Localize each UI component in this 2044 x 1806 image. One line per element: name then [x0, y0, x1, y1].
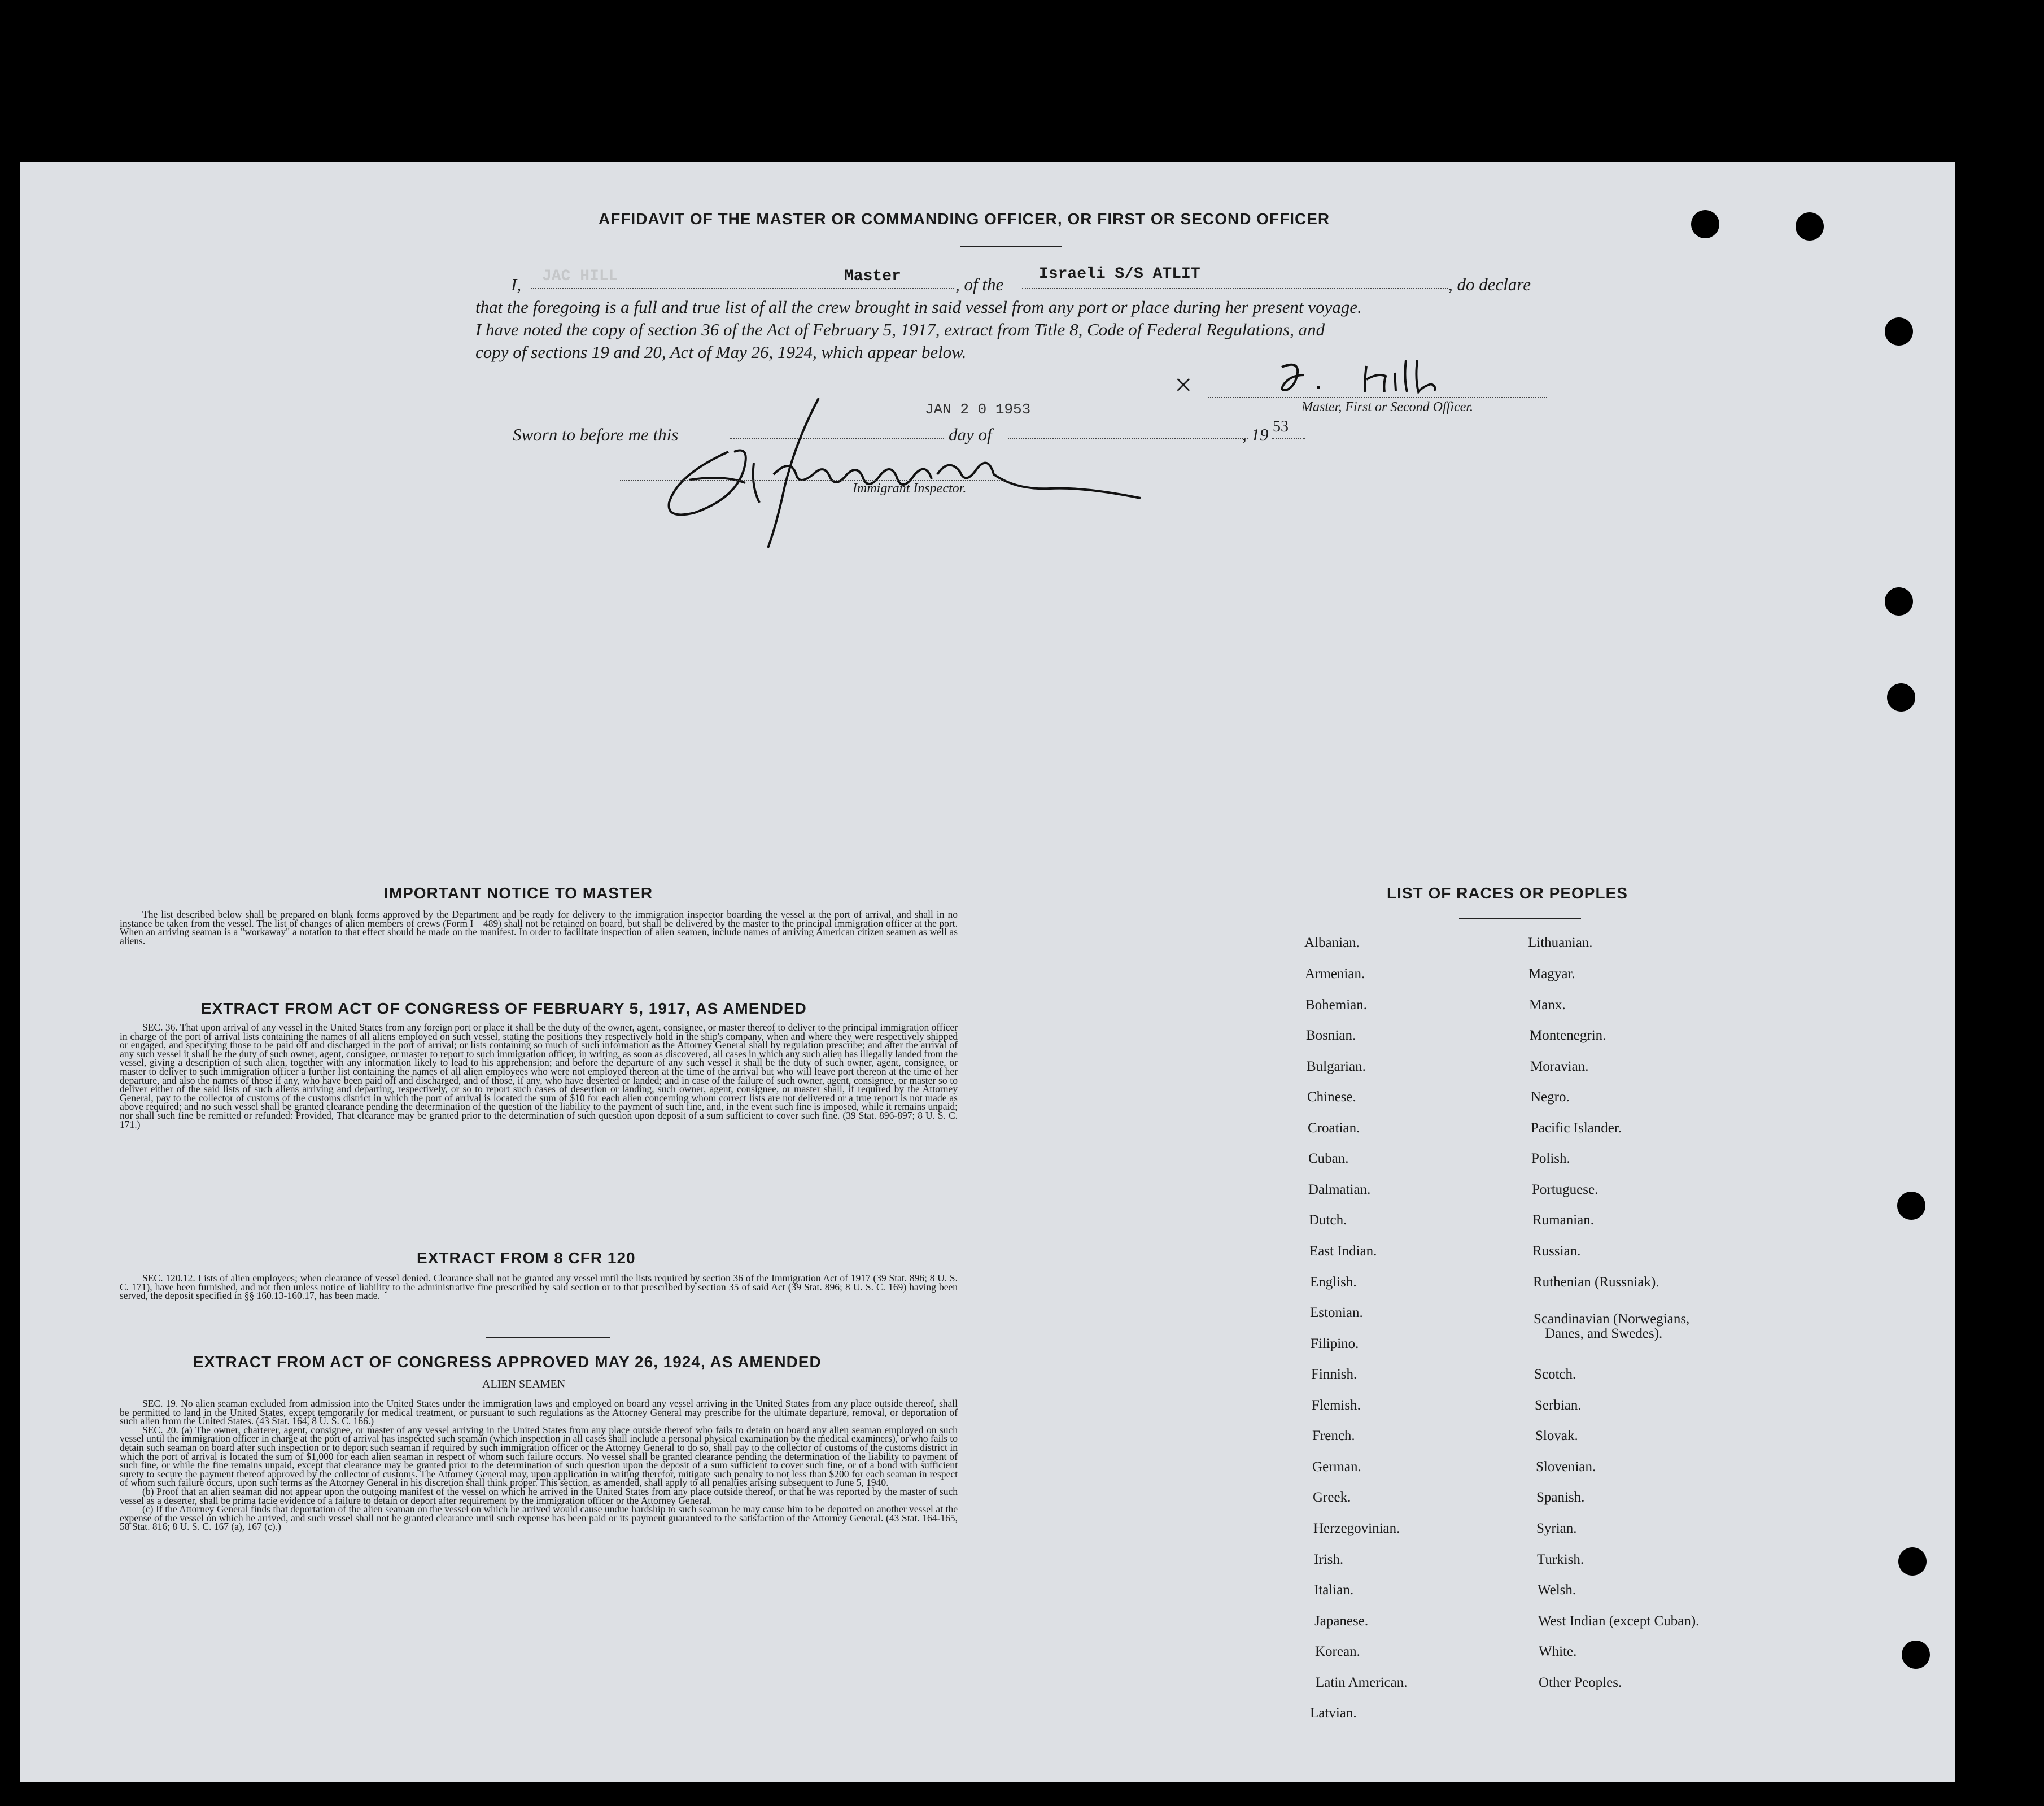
- extract-cfr-title: EXTRACT FROM 8 CFR 120: [417, 1249, 636, 1267]
- races-title: LIST OF RACES OR PEOPLES: [1387, 884, 1628, 902]
- do-declare-label: , do declare: [1448, 274, 1531, 294]
- punch-hole: [1885, 587, 1913, 616]
- race-item: Scotch.: [1534, 1367, 1576, 1382]
- race-item: Polish.: [1531, 1151, 1570, 1166]
- race-item: Dutch.: [1309, 1212, 1347, 1228]
- extract-1917-body: [120, 1023, 958, 1129]
- punch-hole: [1691, 210, 1719, 238]
- extract-cfr-body: [120, 1274, 958, 1301]
- race-item: Magyar.: [1528, 966, 1575, 981]
- race-item: West Indian (except Cuban).: [1538, 1613, 1700, 1629]
- inspector-signature: [655, 390, 1152, 553]
- race-item: Lithuanian.: [1528, 935, 1593, 950]
- race-item: Danes, and Swedes).: [1545, 1326, 1663, 1341]
- year-line: [1272, 438, 1305, 439]
- race-item: Chinese.: [1307, 1089, 1356, 1105]
- race-item: Other Peoples.: [1539, 1675, 1622, 1690]
- race-item: Portuguese.: [1532, 1182, 1598, 1197]
- vessel-line: [1022, 288, 1448, 289]
- race-item: Manx.: [1529, 997, 1566, 1013]
- race-item: Korean.: [1315, 1644, 1360, 1659]
- master-signature-line: [1208, 397, 1547, 398]
- extract-1924-sec20a: SEC. 20. (a) The owner, charterer, agent, consignee, or master of any vessel arriving in the United States from any place outside thereof who fails to detain on board any alien seaman employed on such vessel until the immigration officer in charge at the port of arrival has inspected such seaman (which inspection in all cases shall include a personal physical examination by the medical examiners), or who fails to detain such seaman on board after such inspection or to deport such seaman if required by such immigration officer or the Attorney General to do so, shall pay to the collector of customs of the customs district in which the port of arrival is located the sum of $1,000 for each alien seaman in respect of whom such failure occurs. No vessel shall be granted clearance pending the determination of the liability to payment of such fine, or while the fine remains unpaid, except that clearance may be granted prior to the determination of such question upon the deposit of a sum sufficient to cover such fine, or of a bond with sufficient surety to secure the payment thereof approved by the collector of customs. The Attorney General may, upon application in writing therefor, mitigate such penalty to not less than $200 for each seaman in respect of whom such failure occurs, upon such terms as the Attorney General in his discretion shall think proper. This section, as amended, shall apply to all penalties arising subsequent to June 5, 1940.: [120, 1424, 958, 1489]
- race-item: Filipino.: [1311, 1336, 1359, 1351]
- master-signature-caption: Master, First or Second Officer.: [1301, 400, 1473, 415]
- race-item: Pacific Islander.: [1531, 1120, 1622, 1136]
- affidavit-line2: that the foregoing is a full and true list of all the crew brought in said vessel from any port or place during her present voyage.: [475, 297, 1362, 317]
- day-of-label: day of: [949, 425, 992, 444]
- notice-paragraph: The list described below shall be prepared on blank forms approved by the Department and be ready for delivery to the immigration inspector boarding the vessel at the port of arrival, and shall in no instance be taken from the vessel. The list of changes of alien members of crews (Form I—489) shall not be retained on board, but shall be delivered by the master to the principal immigration officer at the port. When an arriving seaman is a "workaway" a notation to that effect should be made on the manifest. In order to facilitate inspection of alien seamen, include names of arriving American citizen seamen as well as aliens.: [120, 909, 958, 946]
- typed-rank: Master: [844, 268, 901, 285]
- extract-1924-sec19: SEC. 19. No alien seaman excluded from admission into the United States under the immigration laws and employed on board any vessel arriving in the United States from any place outside thereof, shall be permitted to land in the United States, except temporarily for medical treatment, or pursuant to such regulations as the Attorney General may prescribe for the ultimate departure, removal, or deportation of such alien from the United States. (43 Stat. 164, 8 U. S. C. 166.): [120, 1398, 958, 1427]
- extract-cfr-paragraph: SEC. 120.12. Lists of alien employees; when clearance of vessel denied. Clearance shall not be granted any vessel until the lists required by section 36 of the Immigration Act of 1917 (39 Stat. 896; 8 U. S. C. 171), have been furnished, and not then unless notice of liability to the administrative fine prescribed by said section or to that prescribed by section 35 of said Act (39 Stat. 896; 8 U. S. C. 169) having been served, the deposit specified in §§ 160.13-160.17, has been made.: [120, 1272, 958, 1302]
- race-item: Montenegrin.: [1530, 1028, 1606, 1043]
- extract-1924-subtitle: ALIEN SEAMEN: [482, 1378, 566, 1390]
- race-item: Slovak.: [1535, 1428, 1578, 1443]
- race-item: Croatian.: [1308, 1120, 1360, 1136]
- signature-x-mark: ×: [1174, 368, 1193, 403]
- extract-1924-body: [120, 1399, 958, 1532]
- race-item: Flemish.: [1312, 1398, 1361, 1413]
- race-item: Dalmatian.: [1308, 1182, 1371, 1197]
- punch-hole: [1902, 1641, 1930, 1669]
- race-item: English.: [1310, 1275, 1357, 1290]
- punch-hole: [1885, 317, 1913, 346]
- race-item: Turkish.: [1537, 1552, 1584, 1567]
- race-item: Latvian.: [1310, 1705, 1357, 1721]
- affidavit-line3: I have noted the copy of section 36 of the Act of February 5, 1917, extract from Title 8, Code of Federal Regulations, and: [475, 320, 1325, 339]
- divider: [960, 246, 1062, 247]
- affidavit-title: AFFIDAVIT OF THE MASTER OR COMMANDING OFFICER, OR FIRST OR SECOND OFFICER: [599, 210, 1330, 228]
- race-item: Italian.: [1314, 1582, 1354, 1598]
- extract-1924-title: EXTRACT FROM ACT OF CONGRESS APPROVED MAY 26, 1924, AS AMENDED: [193, 1353, 822, 1371]
- extract-1917-paragraph: SEC. 36. That upon arrival of any vessel in the United States from any foreign port or place it shall be the duty of the owner, agent, consignee, or master thereof to deliver to the principal immigration officer in charge of the port of arrival lists containing the names of all aliens employed on such vessel, stating the positions they respectively hold in the ship's company, when and where they were respectively shipped or engaged, and specifying those to be paid off and discharged in the port of arrival; or lists containing so much of such information as the Attorney General shall by regulation prescribe; and after the arrival of any such vessel it shall be the duty of such owner, agent, consignee, or master to report to such immigration officer, in writing, as soon as discovered, all cases in which any such alien has illegally landed from the vessel, giving a description of such alien, together with any information likely to lead to his apprehension; and before the departure of any such vessel it shall be the duty of such owner, agent, consignee, or master to deliver to such immigration officer a further list containing the names of all alien employees who were not employed thereon at the time of the arrival but who will leave port thereon at the time of her departure, and also the names of those if any, who have been paid off and discharged, and of those, if any, who have deserted or landed; and in case of the failure of such owner, agent, consignee, or master so to deliver either of the said lists of such aliens arriving and departing, respectively, or so to report such cases of desertion or landing, such owner, agent, consignee, or master shall, if required by the Attorney General, pay to the collector of customs of the customs district in which the port of arrival is located the sum of $10 for each alien concerning whom correct lists are not delivered or a true report is not made as above required; and no such vessel shall be granted clearance pending the determination of the question of the liability to the payment of such fine, and, in the event such fine is imposed, while it remains unpaid; nor shall such fine be remitted or refunded: Provided, That clearance may be granted prior to the determination of such question upon deposit of a sum sufficient to cover such fine. (39 Stat. 896-897; 8 U. S. C. 171.): [120, 1022, 958, 1130]
- typed-vessel: Israeli S/S ATLIT: [1039, 265, 1200, 283]
- race-item: Estonian.: [1310, 1305, 1363, 1320]
- race-item: Slovenian.: [1536, 1459, 1596, 1475]
- affidavit-line4: copy of sections 19 and 20, Act of May 26, 1924, which appear below.: [475, 342, 967, 362]
- race-item: White.: [1539, 1644, 1577, 1659]
- inspector-caption: Immigrant Inspector.: [853, 481, 967, 496]
- divider: [1459, 918, 1581, 919]
- punch-hole: [1898, 1547, 1927, 1576]
- race-item: Latin American.: [1316, 1675, 1408, 1690]
- race-item: Armenian.: [1305, 966, 1365, 981]
- typed-name: JAC HILL: [542, 268, 618, 285]
- notice-body: [120, 910, 958, 945]
- extract-1917-title: EXTRACT FROM ACT OF CONGRESS OF FEBRUARY 5, 1917, AS AMENDED: [201, 1000, 807, 1017]
- race-item: Irish.: [1314, 1552, 1344, 1567]
- name-line: [531, 288, 954, 289]
- divider: [486, 1337, 610, 1338]
- race-item: Syrian.: [1536, 1521, 1577, 1536]
- race-item: Greek.: [1313, 1490, 1351, 1505]
- race-item: Bohemian.: [1305, 997, 1368, 1013]
- race-item: Cuban.: [1308, 1151, 1349, 1166]
- race-item: Serbian.: [1535, 1398, 1582, 1413]
- race-item: East Indian.: [1309, 1244, 1377, 1259]
- race-item: Scandinavian (Norwegians,: [1534, 1311, 1690, 1327]
- year-prefix: , 19: [1242, 425, 1269, 444]
- punch-hole: [1897, 1192, 1925, 1220]
- date-stamp: JAN 2 0 1953: [925, 401, 1031, 418]
- extract-1924-sec20c: (c) If the Attorney General finds that deportation of the alien seaman on the vessel on which he arrived would cause undue hardship to such seaman he may cause him to be deported on another vessel at the expense of the vessel on which he arrived, and such vessel shall not be granted clearance until such expense has been paid or its payment guaranteed to the satisfaction of the Attorney General. (43 Stat. 164-165, 58 Stat. 816; 8 U. S. C. 167 (a), 167 (c).): [120, 1503, 958, 1533]
- affidavit-i: I,: [511, 274, 522, 294]
- race-item: Ruthenian (Russniak).: [1533, 1275, 1659, 1290]
- race-item: French.: [1312, 1428, 1355, 1443]
- race-item: Spanish.: [1536, 1490, 1585, 1505]
- of-the-label: , of the: [955, 274, 1004, 294]
- race-item: Bosnian.: [1306, 1028, 1356, 1043]
- race-item: Rumanian.: [1532, 1212, 1595, 1228]
- race-item: Finnish.: [1311, 1367, 1357, 1382]
- race-item: Japanese.: [1314, 1613, 1369, 1629]
- race-item: Negro.: [1531, 1089, 1570, 1105]
- punch-hole: [1796, 212, 1824, 241]
- race-item: Russian.: [1532, 1244, 1581, 1259]
- extract-1924-sec20b: (b) Proof that an alien seaman did not appear upon the outgoing manifest of the vessel on which he arrived in the United States from any place outside thereof, or that he was reported by the master of such vessel as a deserter, shall be prima facie evidence of a failure to detain or deport after requirement by the immigration officer or the Attorney General.: [120, 1485, 958, 1506]
- notice-title: IMPORTANT NOTICE TO MASTER: [384, 884, 653, 902]
- race-item: German.: [1312, 1459, 1361, 1475]
- race-item: Moravian.: [1530, 1059, 1589, 1074]
- master-signature: [1265, 350, 1468, 407]
- punch-hole: [1887, 683, 1915, 712]
- race-item: Herzegovinian.: [1313, 1521, 1400, 1536]
- race-item: Welsh.: [1538, 1582, 1576, 1598]
- race-item: Albanian.: [1304, 935, 1360, 950]
- sworn-label: Sworn to before me this: [513, 425, 679, 444]
- year-written: 53: [1273, 418, 1289, 435]
- race-item: Bulgarian.: [1307, 1059, 1366, 1074]
